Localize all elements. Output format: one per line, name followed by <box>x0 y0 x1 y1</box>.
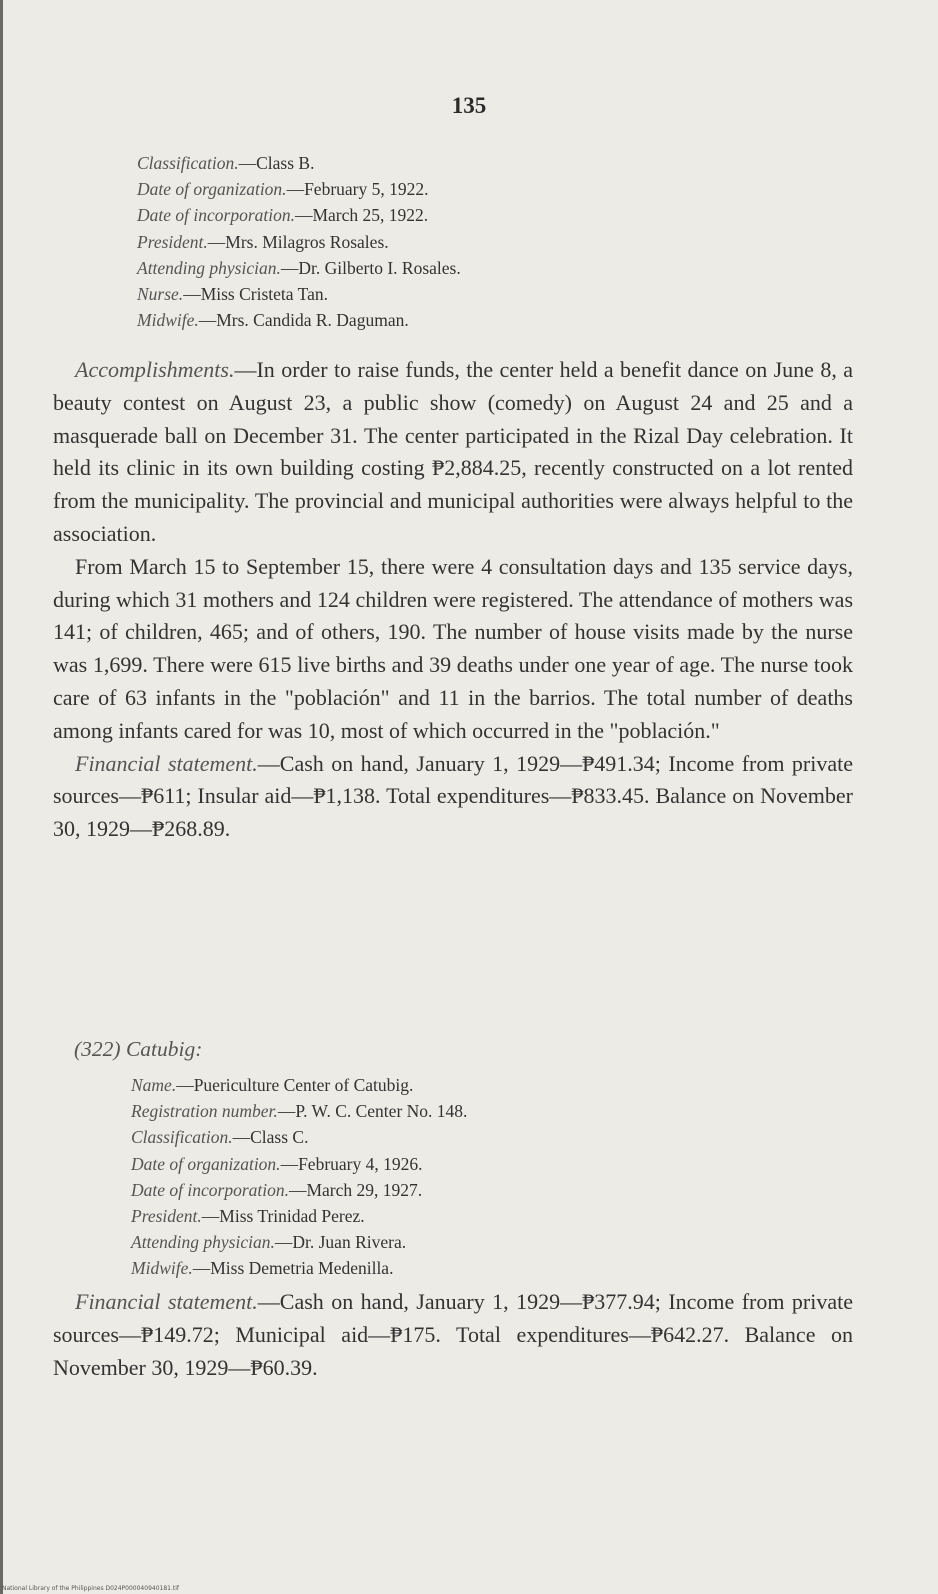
catubig-info-block <box>131 1072 467 1282</box>
page-binding-edge <box>0 0 3 1594</box>
page-number: 135 <box>451 93 487 118</box>
catubig-financial-text <box>53 1286 853 1384</box>
meta-line-attending-physician: Attending physician.—Dr. Gilberto I. Rosales. <box>137 257 461 278</box>
meta-line-name: Name.—Puericulture Center of Catubig. <box>131 1075 414 1095</box>
center-info-block <box>137 150 461 333</box>
body-text <box>53 354 853 846</box>
financial-statement-paragraph: Financial statement.—Cash on hand, January 1, 1929—₱491.34; Income from private sources—₱611; Insular aid—₱1,138. Total expenditures—₱833.45. Balance on November 30, 1929—₱268.89. <box>53 750 853 842</box>
meta-line-nurse: Nurse.—Miss Cristeta Tan. <box>137 284 328 305</box>
meta-line-date-of-organization: Date of organization.—February 4, 1926. <box>131 1153 423 1174</box>
meta-line-attending-physician: Attending physician.—Dr. Juan Rivera. <box>131 1232 407 1253</box>
meta-line-classification: Classification.—Class B. <box>137 153 315 173</box>
catubig-financial-statement-paragraph: Financial statement.—Cash on hand, January 1, 1929—₱377.94; Income from private sources—₱149.72; Municipal aid—₱175. Total expenditures—₱642.27. Balance on November 30, 1929—₱60.39. <box>53 1289 853 1380</box>
meta-line-registration-number: Registration number.—P. W. C. Center No. 148. <box>131 1101 468 1122</box>
meta-line-classification: Classification.—Class C. <box>131 1127 309 1148</box>
meta-line-president: President.—Miss Trinidad Perez. <box>131 1206 365 1227</box>
accomplishments-paragraph: Accomplishments.—In order to raise funds, the center held a benefit dance on June 8, a beauty contest on August 23, a public show (comedy) on August 24 and 25 and a masquerade ball on December 31. The center participated in the Rizal Day celebration. It held its clinic in its own building costing ₱2,884.25, recently constructed on a lot rented from the municipality. The provincial and municipal authorities were always helpful to the association. <box>53 357 853 546</box>
meta-line-date-of-incorporation: Date of incorporation.—March 29, 1927. <box>131 1179 423 1200</box>
section-heading-catubig: (322) Catubig: <box>74 1037 203 1061</box>
meta-line-president: President.—Mrs. Milagros Rosales. <box>137 231 389 252</box>
meta-line-date-of-organization: Date of organization.—February 5, 1922. <box>137 179 429 200</box>
meta-line-midwife: Midwife.—Mrs. Candida R. Daguman. <box>137 310 409 331</box>
meta-line-date-of-incorporation: Date of incorporation.—March 25, 1922. <box>137 205 429 226</box>
meta-line-midwife: Midwife.—Miss Demetria Medenilla. <box>131 1258 394 1279</box>
scan-footer-note: National Library of the Philippines D024P000040940181.tif <box>2 1585 180 1592</box>
statistics-paragraph: From March 15 to September 15, there were 4 consultation days and 135 service days, during which 31 mothers and 124 children were registered. The attendance of mothers was 141; of children, 465; and of others, 190. The number of house visits made by the nurse was 1,699. There were 615 live births and 39 deaths under one year of age. The nurse took care of 63 infants in the "población" and 11 in the barrios. The total number of deaths among infants cared for was 10, most of which occurred in the "población." <box>53 553 853 743</box>
